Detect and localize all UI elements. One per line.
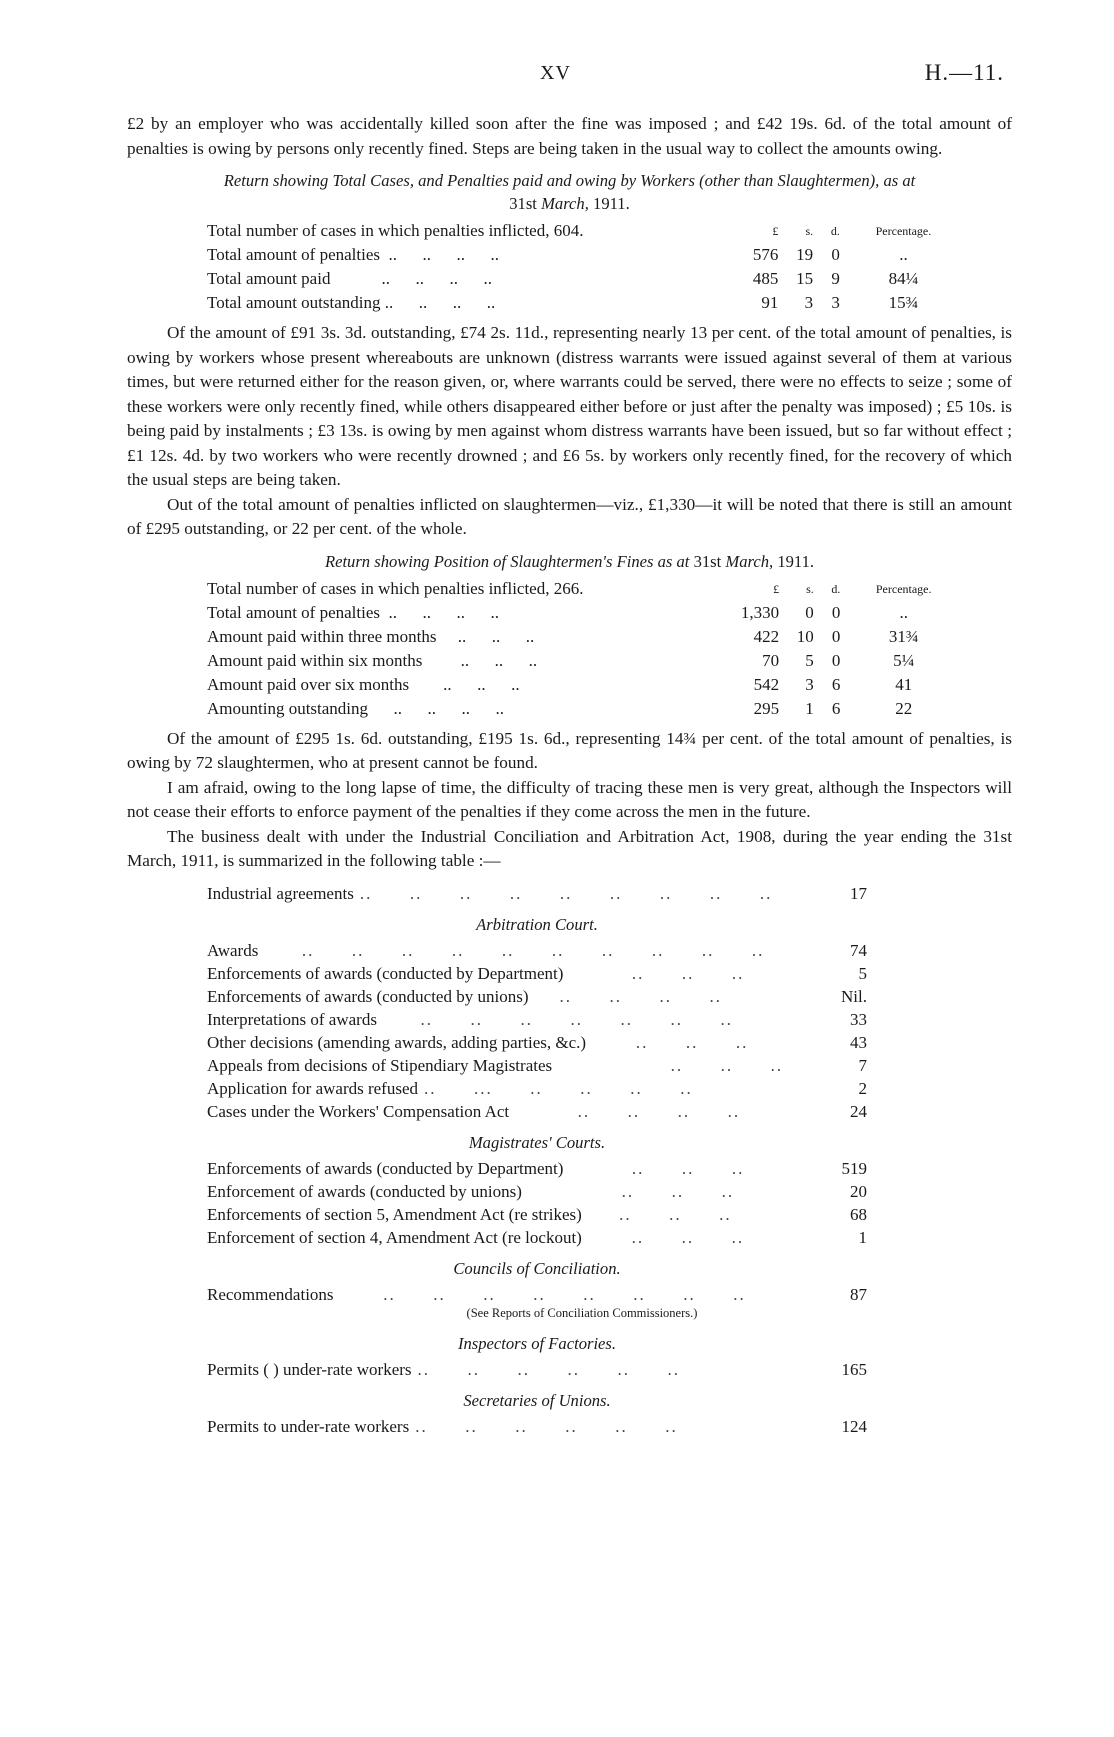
shillings-cell: 5 [805,650,814,670]
table-header-row [207,577,967,601]
summary-row [207,962,867,985]
summary-row [207,939,867,962]
summary-row [207,1054,867,1077]
pounds-cell: 542 [753,674,780,694]
leader-dots: .. .. .. .. [380,602,500,622]
shillings-cell: 3 [804,293,814,312]
business-summary-paragraph: The business dealt with under the Industrial Conciliation and Arbitration Act, 1908, during the year ending the 31st March, 1911, is summarized in the following table :— [127,826,1012,870]
summary-label: Enforcements of awards (conducted by Department) [207,963,564,983]
workers-return-caption [127,169,1012,215]
slaughtermen-total-paragraph: Out of the total amount of penalties inflicted on slaughtermen—viz., £1,330—it will be noted that there is still an amount of £295 outstanding, or 22 per cent. of the whole. [127,494,1012,538]
pounds-cell: 70 [762,650,780,670]
leader-dots: .. .. .. [422,650,538,670]
pence-cell: 0 [831,245,840,264]
slaughtermen-return-title: Return showing Position of Slaughtermen's Fines as at [324,551,690,571]
summary-label: Recommendations [207,1284,334,1304]
leader-dots: .. .. .. .. [515,1101,741,1121]
page-number: XV [540,62,571,84]
pence-cell: 0 [831,602,841,622]
summary-row [207,1157,867,1180]
summary-row [207,1008,867,1031]
slaughtermen-return-date [694,552,815,571]
row-label: Total amount of penalties [207,245,381,264]
table-row [207,291,967,315]
summary-row [207,1283,867,1306]
date-month: March, [725,551,774,571]
col-percentage: Percentage. [875,224,932,238]
table-row [207,649,967,673]
summary-value: 7 [858,1055,867,1075]
row-label: Amount paid over six months [207,674,410,694]
row-label: Total amount outstanding [207,293,381,312]
summary-label: Other decisions (amending awards, adding parties, &c.) [207,1032,587,1052]
summary-label: Awards [207,940,259,960]
leader-dots: .. .. .. [592,1032,749,1052]
document-reference: H.—11. [924,60,1004,85]
summary-row [207,1077,867,1100]
inspectors-of-factories-heading: Inspectors of Factories. [457,1333,617,1353]
date-year: 1911. [777,551,815,571]
summary-value: 74 [850,940,867,960]
total-cases-label: Total number of cases in which penalties inflicted, 266. [207,578,584,598]
row-label: Amounting outstanding [207,698,369,718]
summary-row [207,1100,867,1123]
row-label: Amount paid within six months [207,650,423,670]
summary-value: 24 [850,1101,867,1121]
summary-row [207,1203,867,1226]
summary-label: Enforcement of section 4, Amendment Act (re lockout) [207,1227,582,1247]
summary-label: Industrial agreements [207,883,354,903]
col-percentage: Percentage. [875,581,932,596]
magistrates-courts-heading: Magistrates' Courts. [468,1132,606,1152]
summary-row [207,1031,867,1054]
secretaries-of-unions-heading: Secretaries of Unions. [463,1390,611,1410]
pence-cell: 0 [831,626,841,646]
percentage-cell: .. [899,602,908,622]
percentage-cell: 41 [895,674,913,694]
leader-dots: .. .. .. .. .. .. [415,1416,678,1436]
summary-value: 20 [850,1181,867,1201]
leader-dots: .. .. .. [558,1055,784,1075]
pence-cell: 0 [831,650,841,670]
pence-cell: 9 [831,269,840,288]
leader-dots: .. .. .. .. .. .. .. .. .. [359,883,773,903]
leader-dots: .. .. .. .. .. .. .. [382,1009,733,1029]
pounds-cell: 422 [753,626,780,646]
summary-value: 124 [841,1416,867,1436]
summary-value: 165 [841,1359,867,1379]
summary-value: 33 [850,1009,867,1029]
workers-return-date [509,194,630,213]
shillings-cell: 3 [805,674,814,694]
summary-row [207,1358,867,1381]
table-row [207,267,967,291]
workers-return-table [207,219,967,315]
leader-dots: .. .. .. [569,1158,745,1178]
pounds-cell: 485 [752,269,779,288]
date-day: 31st [693,551,722,571]
leader-dots: .. .. .. [587,1227,745,1247]
summary-value: Nil. [841,986,867,1006]
workers-outstanding-paragraph: Of the amount of £91 3s. 3d. outstanding, £74 2s. 11d., representing nearly 13 per cent. of the total amount of penalties, is owing by workers whose present whereabouts are unknown (distress warrants were issued against several of them at various times, but were returned either for the reason given, or, where warrants could be served, there were no effects to seize ; some of these workers were only recently fined, while others disappeared either before or just after the penalty was imposed) ; £5 10s. is being paid by instalments ; £3 13s. is owing by men against whom distress warrants have been issued, but so far without effect ; £1 12s. 4d. by two workers who were recently drowned ; and £6 5s. by workers only recently fined, for the recovery of which the usual steps are being taken. [127,323,1012,489]
leader-dots: .. .. .. [587,1204,732,1224]
summary-label: Enforcements of awards (conducted by unions) [207,986,529,1006]
summary-row [207,985,867,1008]
slaughtermen-return-caption [127,550,1012,573]
leader-dots: .. .. .. .. .. .. .. .. [339,1284,746,1304]
leader-dots: .. .. .. .. [330,269,492,288]
summary-row [207,882,867,905]
date-month: March, [541,194,589,213]
summary-value: 519 [841,1158,867,1178]
slaughtermen-return-table [207,577,967,721]
summary-value: 17 [850,883,867,903]
summary-label: Cases under the Workers' Compensation Act [207,1101,510,1121]
councils-of-conciliation-heading: Councils of Conciliation. [453,1258,621,1278]
summary-label: Permits to under-rate workers [207,1416,410,1436]
total-cases-label: Total number of cases in which penalties inflicted, 604. [207,221,584,240]
pounds-cell: 295 [753,698,780,718]
leader-dots: .. .. .. .. [534,986,722,1006]
col-pence: d. [831,581,841,596]
summary-label: Enforcements of awards (conducted by Department) [207,1158,564,1178]
pence-cell: 3 [831,293,840,312]
table-row [207,697,967,721]
leader-dots: .. .. .. .. [380,245,500,264]
summary-label: Enforcements of section 5, Amendment Act (re strikes) [207,1204,582,1224]
table-row [207,601,967,625]
summary-row [207,1226,867,1249]
summary-label: Application for awards refused [207,1078,419,1098]
leader-dots: .. .. .. [409,674,520,694]
pounds-cell: 91 [761,293,779,312]
leader-dots: .. .. .. .. .. .. [417,1359,681,1379]
table-row [207,625,967,649]
arbitration-court-heading: Arbitration Court. [476,914,598,934]
date-day: 31st [509,194,537,213]
table-row [207,243,967,267]
leader-dots: .. ... .. .. .. .. [424,1078,693,1098]
percentage-cell: 22 [895,698,913,718]
percentage-cell: 5¼ [893,650,915,670]
col-pence: d. [830,224,840,238]
summary-value: 5 [858,963,867,983]
summary-value: 87 [850,1284,867,1304]
percentage-cell: 31¾ [888,626,919,646]
leader-dots: .. .. .. .. [368,698,505,718]
business-summary-table [207,882,867,1438]
row-label: Total amount paid [207,269,331,288]
pounds-cell: 576 [752,245,779,264]
leader-dots: .. .. .. .. [380,293,496,312]
summary-label: Permits ( ) under-rate workers [207,1359,412,1379]
pence-cell: 6 [831,698,841,718]
shillings-cell: 10 [796,626,814,646]
leader-dots: .. .. .. [527,1181,735,1201]
page-body [127,112,1012,1438]
summary-value: 1 [858,1227,867,1247]
summary-label: Enforcement of awards (conducted by unions) [207,1181,522,1201]
pence-cell: 6 [831,674,841,694]
leader-dots: .. .. .. [436,626,535,646]
col-pounds: £ [772,224,779,238]
tracing-difficulty-paragraph: I am afraid, owing to the long lapse of time, the difficulty of tracing these men is very great, although the Inspectors will not cease their efforts to enforce payment of the penalties if they come across the men in the future. [127,777,1012,821]
leader-dots: .. .. .. .. .. .. .. .. .. .. [264,940,765,960]
shillings-cell: 19 [796,245,814,264]
table-header-row [207,219,967,243]
col-shillings: s. [805,224,814,238]
summary-value: 43 [850,1032,867,1052]
intro-paragraph: £2 by an employer who was accidentally killed soon after the fine was imposed ; and £42 19s. 6d. of the total amount of penalties is owing by persons only recently fined. Steps are being taken in the usual way to collect the amounts owing. [127,114,1012,158]
workers-return-title: Return showing Total Cases, and Penalties paid and owing by Workers (other than Slaughtermen), as at [223,171,916,190]
shillings-cell: 15 [796,269,814,288]
summary-row [207,1180,867,1203]
table-row [207,673,967,697]
leader-dots: .. .. .. [569,963,745,983]
percentage-cell: .. [899,245,908,264]
percentage-cell: 84¼ [888,269,919,288]
shillings-cell: 1 [805,698,814,718]
summary-value: 68 [850,1204,867,1224]
summary-label: Appeals from decisions of Stipendiary Magistrates [207,1055,553,1075]
percentage-cell: 15¾ [888,293,919,312]
row-label: Amount paid within three months [207,626,437,646]
conciliation-reports-note: (See Reports of Conciliation Commissioners.) [466,1305,698,1320]
summary-row [207,1415,867,1438]
col-shillings: s. [806,581,814,596]
summary-label: Interpretations of awards [207,1009,377,1029]
date-year: 1911. [593,194,630,213]
row-label: Total amount of penalties [207,602,381,622]
slaughtermen-owing-paragraph: Of the amount of £295 1s. 6d. outstanding, £195 1s. 6d., representing 14¾ per cent. of the total amount of penalties, is owing by 72 slaughtermen, who at present cannot be found. [127,728,1012,772]
page-header [0,62,1114,92]
pounds-cell: 1,330 [740,602,780,622]
col-pounds: £ [773,581,780,596]
shillings-cell: 0 [805,602,814,622]
summary-value: 2 [858,1078,867,1098]
